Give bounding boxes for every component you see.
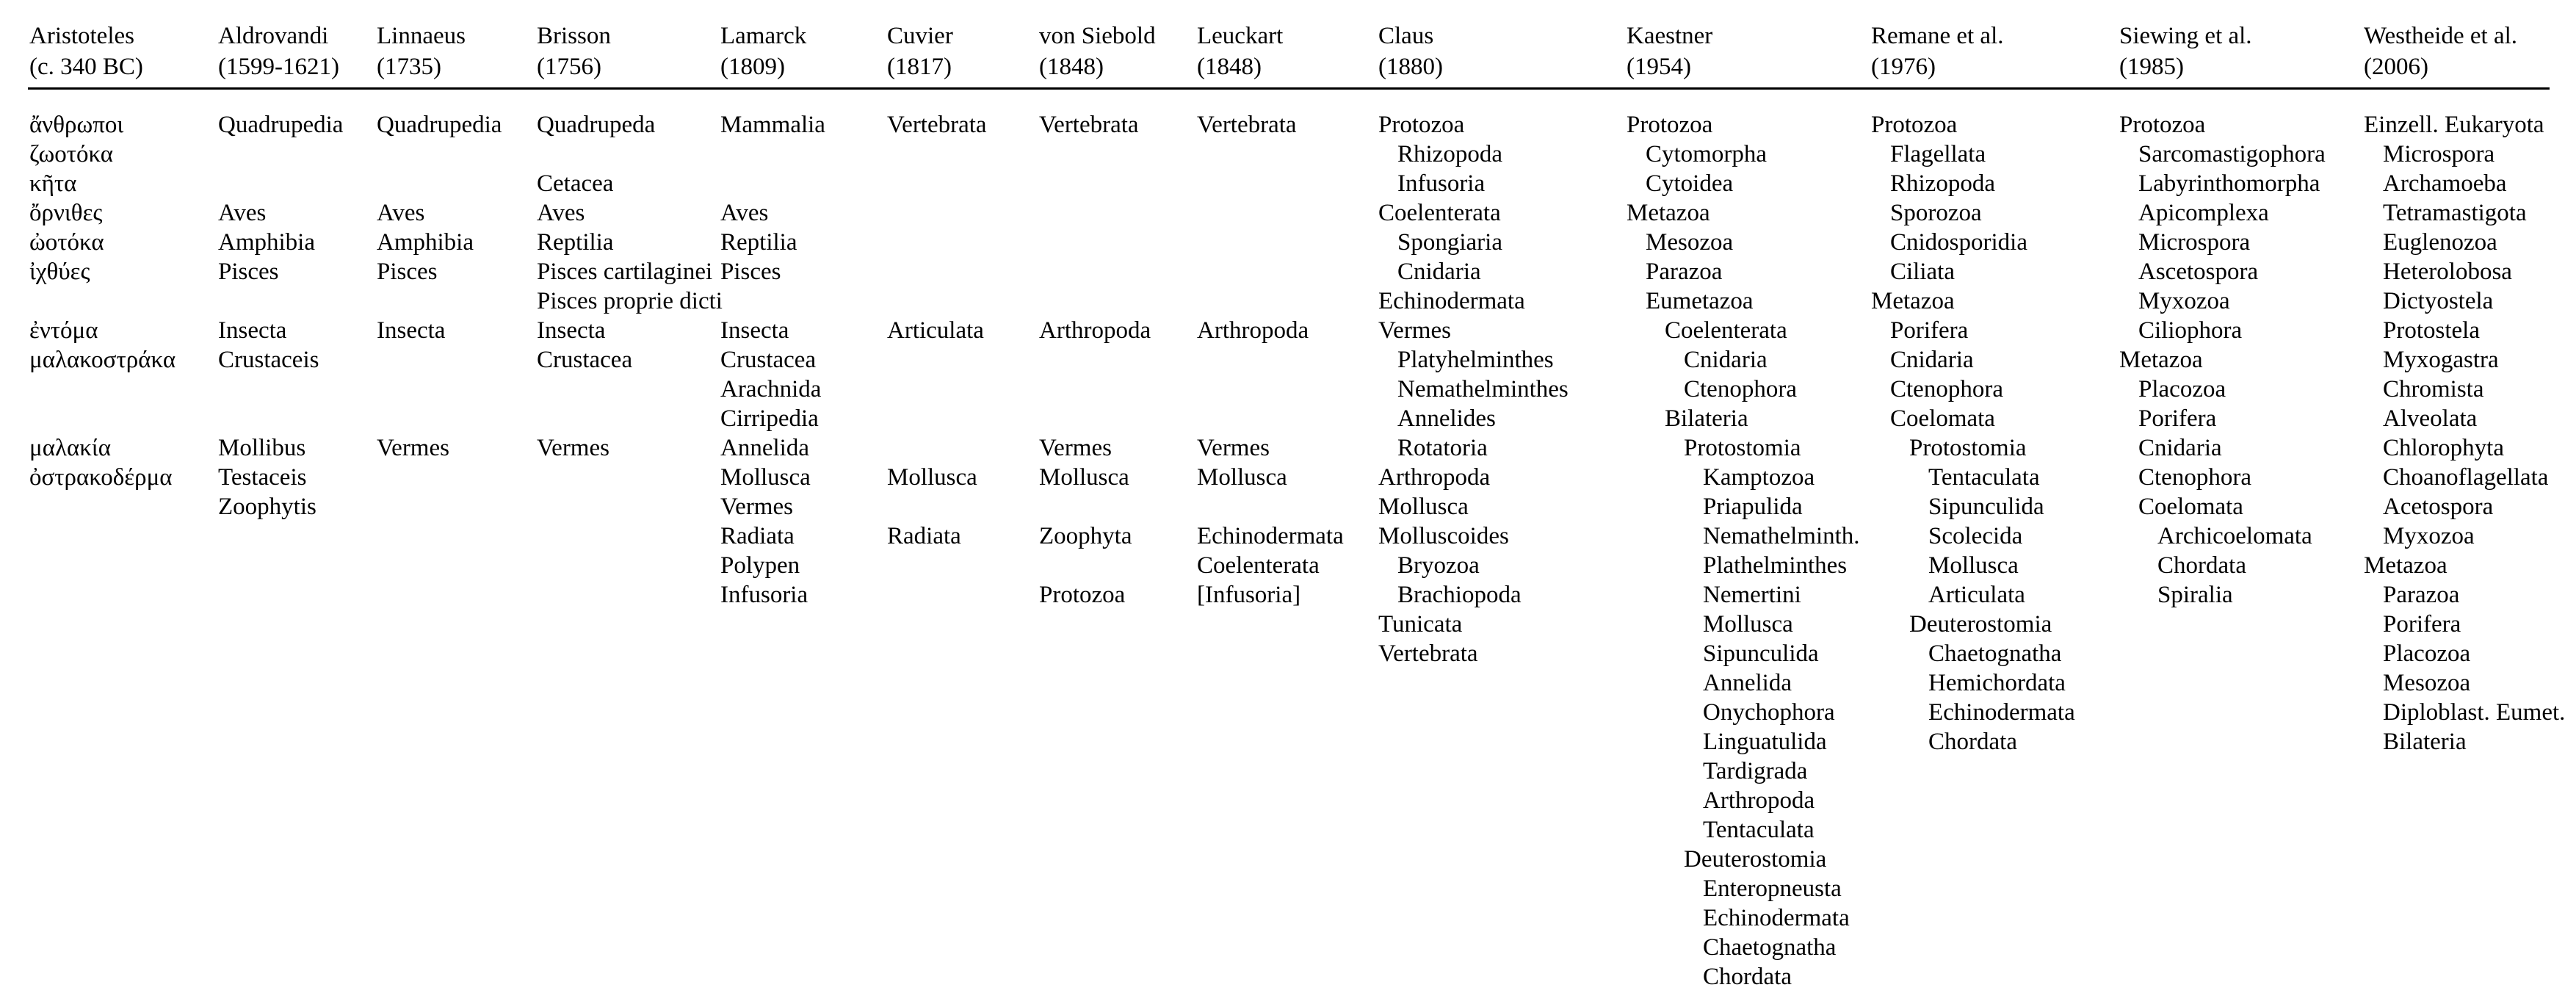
author-name: Leuckart xyxy=(1197,23,1284,49)
taxon-cell: Chordata xyxy=(1703,964,1792,990)
taxon-cell: Bryozoa xyxy=(1397,552,1480,579)
taxon-cell: ὄρνιθες xyxy=(29,200,103,226)
taxon-cell: Plathelminthes xyxy=(1703,552,1848,579)
taxon-cell: Protozoa xyxy=(1378,112,1465,138)
taxon-cell: Myxozoa xyxy=(2138,288,2230,314)
taxon-cell: Coelomata xyxy=(1890,405,1995,432)
taxon-cell: Ctenophora xyxy=(2138,464,2251,491)
taxon-cell: ἐντόμα xyxy=(29,317,98,344)
taxon-cell: Protostomia xyxy=(1909,435,2027,461)
taxon-cell: Dictyostela xyxy=(2383,288,2494,314)
column-header-cuvier xyxy=(887,21,953,82)
taxon-cell: Aves xyxy=(720,200,769,226)
taxon-cell: Vertebrata xyxy=(887,112,987,138)
taxon-cell: Annelides xyxy=(1397,405,1496,432)
taxon-cell: Pisces xyxy=(377,259,438,285)
taxon-cell: Cnidosporidia xyxy=(1890,229,2027,256)
taxon-cell: Cnidaria xyxy=(1684,347,1768,373)
taxon-cell: ὠοτόκα xyxy=(29,229,104,256)
taxon-cell: Mollusca xyxy=(1378,494,1469,520)
taxon-cell: Reptilia xyxy=(537,229,614,256)
taxon-cell: Mollusca xyxy=(887,464,977,491)
taxon-cell: Nemathelminthes xyxy=(1397,376,1569,402)
author-years: (1985) xyxy=(2119,54,2184,80)
taxon-cell: Rotatoria xyxy=(1397,435,1488,461)
taxon-cell: Echinodermata xyxy=(1703,905,1850,931)
taxon-cell: Alveolata xyxy=(2383,405,2478,432)
taxon-cell: Vermes xyxy=(720,494,793,520)
taxon-cell: Acetospora xyxy=(2383,494,2494,520)
author-years: (1817) xyxy=(887,54,952,80)
taxon-cell: Microspora xyxy=(2383,141,2495,167)
taxon-cell: Mollusca xyxy=(1039,464,1129,491)
taxon-cell: Protozoa xyxy=(1627,112,1713,138)
taxon-cell: Cirripedia xyxy=(720,405,819,432)
taxon-cell: ζωοτόκα xyxy=(29,141,114,167)
taxon-cell: Radiata xyxy=(720,523,795,549)
taxon-cell: [Infusoria] xyxy=(1197,582,1301,608)
taxon-cell: Mollusca xyxy=(1197,464,1287,491)
taxon-cell: Arthropoda xyxy=(1703,787,1815,814)
taxon-cell: Arthropoda xyxy=(1039,317,1151,344)
taxon-cell: Crustacea xyxy=(537,347,633,373)
taxon-cell: κῆτα xyxy=(29,170,77,197)
taxon-cell: Articulata xyxy=(887,317,984,344)
taxon-cell: Arthropoda xyxy=(1197,317,1309,344)
taxon-cell: Cnidaria xyxy=(1890,347,1974,373)
taxon-cell: Protostomia xyxy=(1684,435,1801,461)
taxon-cell: Placozoa xyxy=(2138,376,2226,402)
author-name: Brisson xyxy=(537,23,611,49)
taxon-cell: Coelenterata xyxy=(1197,552,1320,579)
taxon-cell: μαλακία xyxy=(29,435,112,461)
taxon-cell: Metazoa xyxy=(2364,552,2447,579)
taxon-cell: Porifera xyxy=(1890,317,1969,344)
taxon-cell: Parazoa xyxy=(2383,582,2460,608)
taxon-cell: Protozoa xyxy=(1039,582,1126,608)
taxon-cell: Echinodermata xyxy=(1378,288,1525,314)
author-years: (1880) xyxy=(1378,54,1443,80)
taxon-cell: Deuterostomia xyxy=(1684,846,1827,873)
taxon-cell: Metazoa xyxy=(2119,347,2203,373)
taxon-cell: μαλακοστράκα xyxy=(29,347,176,373)
taxon-cell: Insecta xyxy=(720,317,789,344)
taxon-cell: Hemichordata xyxy=(1928,670,2066,696)
taxon-cell: Sipunculida xyxy=(1703,640,1819,667)
taxon-cell: Pisces proprie dicti xyxy=(537,288,723,314)
taxon-cell: Aves xyxy=(537,200,585,226)
taxon-cell: Metazoa xyxy=(1871,288,1955,314)
taxon-cell: Chaetognatha xyxy=(1928,640,2062,667)
author-years: (1954) xyxy=(1627,54,1691,80)
taxon-cell: Zoophytis xyxy=(218,494,316,520)
taxon-cell: Annelida xyxy=(1703,670,1792,696)
taxon-cell: Reptilia xyxy=(720,229,797,256)
taxon-cell: Echinodermata xyxy=(1197,523,1344,549)
column-header-kaestner xyxy=(1627,21,1712,82)
taxon-cell: Chromista xyxy=(2383,376,2484,402)
author-years: (2006) xyxy=(2364,54,2428,80)
taxon-cell: Mesozoa xyxy=(2383,670,2471,696)
taxon-cell: Protostela xyxy=(2383,317,2480,344)
header-divider xyxy=(28,87,2550,90)
taxon-cell: Cnidaria xyxy=(2138,435,2222,461)
taxon-cell: Mollusca xyxy=(1928,552,2019,579)
column-header-remane xyxy=(1871,21,2004,82)
taxon-cell: Tetramastigota xyxy=(2383,200,2527,226)
taxon-cell: Enteropneusta xyxy=(1703,875,1842,902)
column-header-lamarck xyxy=(720,21,806,82)
taxon-cell: ὀστρακοδέρμα xyxy=(29,464,173,491)
taxon-cell: Insecta xyxy=(537,317,606,344)
taxon-cell: Microspora xyxy=(2138,229,2251,256)
taxon-cell: Ciliophora xyxy=(2138,317,2243,344)
taxon-cell: Articulata xyxy=(1928,582,2025,608)
taxon-cell: Sporozoa xyxy=(1890,200,1982,226)
taxon-cell: Vertebrata xyxy=(1039,112,1139,138)
taxon-cell: Protozoa xyxy=(1871,112,1958,138)
taxon-cell: Infusoria xyxy=(720,582,808,608)
taxon-cell: Euglenozoa xyxy=(2383,229,2497,256)
taxon-cell: Heterolobosa xyxy=(2383,259,2512,285)
author-years: (1599-1621) xyxy=(218,54,339,80)
taxon-cell: Coelenterata xyxy=(1665,317,1787,344)
taxon-cell: Coelomata xyxy=(2138,494,2243,520)
taxon-cell: Vermes xyxy=(537,435,609,461)
taxon-cell: Spiralia xyxy=(2157,582,2233,608)
taxon-cell: Placozoa xyxy=(2383,640,2471,667)
taxon-cell: Mollusca xyxy=(720,464,811,491)
taxon-cell: Aves xyxy=(218,200,267,226)
taxon-cell: Molluscoides xyxy=(1378,523,1509,549)
taxon-cell: Bilateria xyxy=(2383,729,2467,755)
taxon-cell: Protozoa xyxy=(2119,112,2206,138)
author-years: (1848) xyxy=(1039,54,1104,80)
taxon-cell: Onychophora xyxy=(1703,699,1835,726)
taxon-cell: Archicoelomata xyxy=(2157,523,2312,549)
taxon-cell: Spongiaria xyxy=(1397,229,1502,256)
author-years: (1848) xyxy=(1197,54,1262,80)
taxon-cell: Vermes xyxy=(1039,435,1112,461)
taxon-cell: Testaceis xyxy=(218,464,307,491)
author-years: (c. 340 BC) xyxy=(29,54,143,80)
taxon-cell: Quadrupedia xyxy=(377,112,502,138)
taxon-cell: Mollibus xyxy=(218,435,306,461)
taxon-cell: Cetacea xyxy=(537,170,614,197)
taxon-cell: Flagellata xyxy=(1890,141,1986,167)
author-years: (1976) xyxy=(1871,54,1936,80)
taxon-cell: Kamptozoa xyxy=(1703,464,1815,491)
taxon-cell: Eumetazoa xyxy=(1646,288,1754,314)
taxon-cell: Tentaculata xyxy=(1928,464,2040,491)
author-years: (1735) xyxy=(377,54,441,80)
taxon-cell: Brachiopoda xyxy=(1397,582,1522,608)
taxon-cell: Archamoeba xyxy=(2383,170,2507,197)
taxon-cell: Chlorophyta xyxy=(2383,435,2504,461)
taxon-cell: Bilateria xyxy=(1665,405,1748,432)
taxon-cell: Chaetognatha xyxy=(1703,934,1837,961)
taxon-cell: Linguatulida xyxy=(1703,729,1827,755)
taxon-cell: Pisces xyxy=(720,259,781,285)
taxon-cell: Apicomplexa xyxy=(2138,200,2269,226)
taxon-cell: ἰχθύες xyxy=(29,259,90,285)
taxon-cell: Diploblast. Eumet. xyxy=(2383,699,2566,726)
taxon-cell: Rhizopoda xyxy=(1397,141,1502,167)
column-header-leuckart xyxy=(1197,21,1283,82)
author-name: Aldrovandi xyxy=(218,23,329,49)
author-name: Remane et al. xyxy=(1871,23,2004,49)
taxon-cell: Insecta xyxy=(218,317,287,344)
taxon-cell: Ctenophora xyxy=(1890,376,2003,402)
taxon-cell: Cytoidea xyxy=(1646,170,1734,197)
taxon-cell: Arthropoda xyxy=(1378,464,1491,491)
taxon-cell: Ascetospora xyxy=(2138,259,2259,285)
taxon-cell: Ctenophora xyxy=(1684,376,1797,402)
taxon-cell: Vermes xyxy=(1378,317,1451,344)
taxon-cell: Mesozoa xyxy=(1646,229,1734,256)
taxon-cell: Vermes xyxy=(377,435,449,461)
taxon-cell: Tentaculata xyxy=(1703,817,1815,843)
taxon-cell: Chordata xyxy=(1928,729,2017,755)
taxon-cell: Mammalia xyxy=(720,112,825,138)
taxon-cell: Choanoflagellata xyxy=(2383,464,2549,491)
taxon-cell: Infusoria xyxy=(1397,170,1486,197)
taxon-cell: Nemathelminth. xyxy=(1703,523,1860,549)
taxon-cell: Mollusca xyxy=(1703,611,1793,638)
author-years: (1809) xyxy=(720,54,785,80)
taxon-cell: Myxogastra xyxy=(2383,347,2499,373)
taxon-cell: Pisces xyxy=(218,259,279,285)
taxon-cell: Annelida xyxy=(720,435,809,461)
taxon-cell: Amphibia xyxy=(377,229,474,256)
taxon-cell: Nemertini xyxy=(1703,582,1801,608)
author-name: Aristoteles xyxy=(29,23,134,49)
taxon-cell: Pisces cartilaginei xyxy=(537,259,713,285)
taxon-cell: Zoophyta xyxy=(1039,523,1132,549)
column-header-linnaeus xyxy=(377,21,466,82)
taxon-cell: Tardigrada xyxy=(1703,758,1808,784)
column-header-westheide xyxy=(2364,21,2517,82)
taxon-cell: ἄνθρωποι xyxy=(29,112,124,138)
author-name: Westheide et al. xyxy=(2364,23,2518,49)
column-header-claus xyxy=(1378,21,1443,82)
taxon-cell: Priapulida xyxy=(1703,494,1803,520)
author-name: Lamarck xyxy=(720,23,807,49)
taxon-cell: Arachnida xyxy=(720,376,822,402)
taxon-cell: Coelenterata xyxy=(1378,200,1501,226)
taxon-cell: Vermes xyxy=(1197,435,1270,461)
author-name: Linnaeus xyxy=(377,23,466,49)
taxon-cell: Insecta xyxy=(377,317,446,344)
taxon-cell: Amphibia xyxy=(218,229,315,256)
taxon-cell: Crustacea xyxy=(720,347,817,373)
taxon-cell: Tunicata xyxy=(1378,611,1463,638)
taxon-cell: Sarcomastigophora xyxy=(2138,141,2326,167)
taxon-cell: Porifera xyxy=(2138,405,2217,432)
taxon-cell: Ciliata xyxy=(1890,259,1955,285)
author-name: Claus xyxy=(1378,23,1434,49)
taxon-cell: Einzell. Eukaryota xyxy=(2364,112,2544,138)
taxon-cell: Parazoa xyxy=(1646,259,1723,285)
taxon-cell: Vertebrata xyxy=(1197,112,1297,138)
taxon-cell: Chordata xyxy=(2157,552,2246,579)
column-header-aristoteles xyxy=(29,21,143,82)
taxon-cell: Scolecida xyxy=(1928,523,2023,549)
column-header-siewing xyxy=(2119,21,2252,82)
column-header-aldrovandi xyxy=(218,21,339,82)
author-name: von Siebold xyxy=(1039,23,1156,49)
taxon-cell: Crustaceis xyxy=(218,347,319,373)
author-name: Kaestner xyxy=(1627,23,1713,49)
taxon-cell: Myxozoa xyxy=(2383,523,2475,549)
taxon-cell: Aves xyxy=(377,200,425,226)
column-header-brisson xyxy=(537,21,611,82)
taxon-cell: Radiata xyxy=(887,523,961,549)
taxon-cell: Quadrupedia xyxy=(218,112,344,138)
taxon-cell: Polypen xyxy=(720,552,800,579)
taxon-cell: Vertebrata xyxy=(1378,640,1478,667)
taxon-cell: Porifera xyxy=(2383,611,2461,638)
taxon-cell: Platyhelminthes xyxy=(1397,347,1554,373)
taxon-cell: Deuterostomia xyxy=(1909,611,2052,638)
author-name: Siewing et al. xyxy=(2119,23,2252,49)
taxon-cell: Cytomorpha xyxy=(1646,141,1767,167)
taxon-cell: Rhizopoda xyxy=(1890,170,1995,197)
taxon-cell: Labyrinthomorpha xyxy=(2138,170,2320,197)
author-years: (1756) xyxy=(537,54,601,80)
taxon-cell: Cnidaria xyxy=(1397,259,1481,285)
column-header-von-siebold xyxy=(1039,21,1156,82)
taxon-cell: Quadrupeda xyxy=(537,112,656,138)
taxon-cell: Metazoa xyxy=(1627,200,1710,226)
taxon-cell: Sipunculida xyxy=(1928,494,2044,520)
author-name: Cuvier xyxy=(887,23,953,49)
taxon-cell: Echinodermata xyxy=(1928,699,2075,726)
